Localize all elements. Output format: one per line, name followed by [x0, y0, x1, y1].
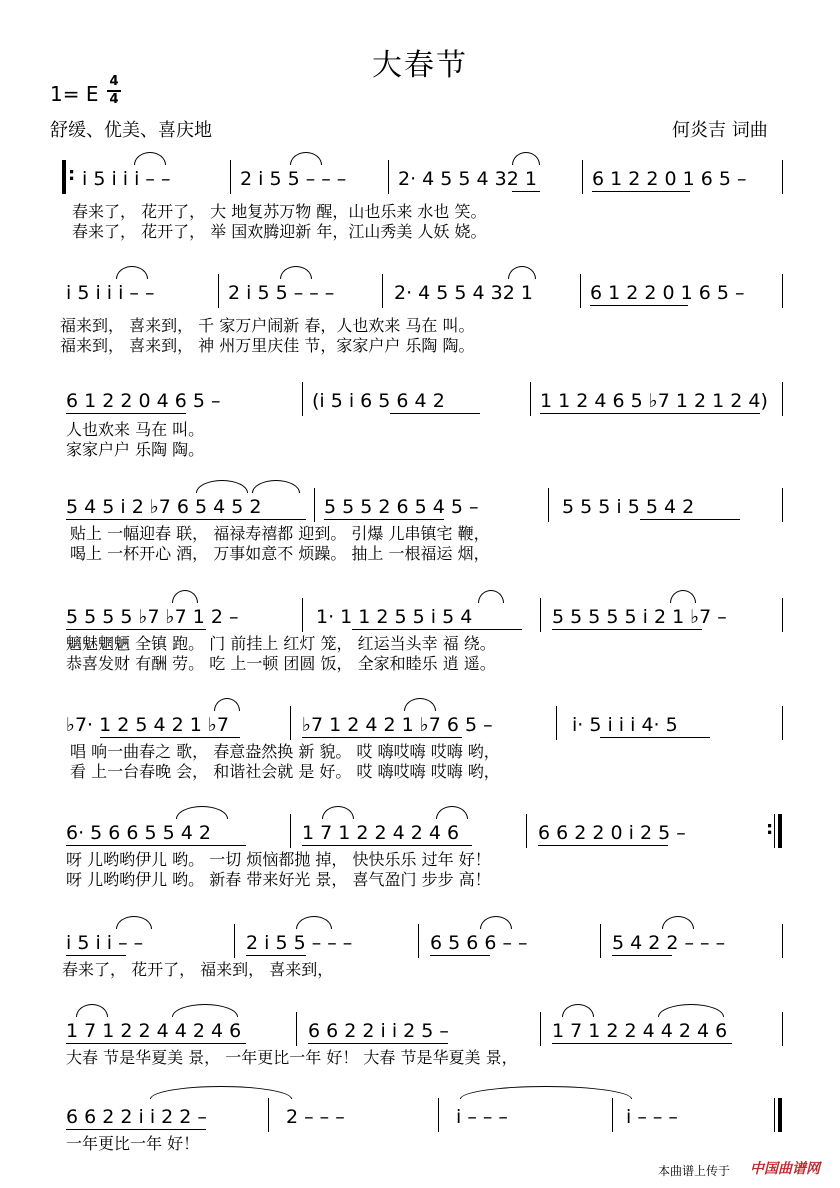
lyric-line: 福来到， 喜来到， 神 州万里庆佳 节，家家户户 乐陶 陶。	[60, 336, 475, 355]
measure: 5 5 5 5 5 i 2 1 ♭7 –	[552, 606, 727, 628]
measure: i 5 i i i – –	[82, 168, 171, 190]
measure: 5 5 5 2 6 5 4 5 –	[324, 496, 479, 518]
measure: i – – –	[626, 1106, 678, 1128]
measure: 1 7 1 2 2 4 4 2 4 6	[66, 1020, 242, 1042]
lyric-line: 呀 儿哟哟伊儿 哟。 一切 烦恼都抛 掉， 快快乐乐 过年 好！	[66, 850, 491, 869]
measure: 5 4 2 2 – – –	[612, 932, 726, 954]
measure: ♭7 1 2 4 2 1 ♭7 6 5 –	[302, 714, 493, 736]
measure: 5 5 5 5 ♭7 ♭7 1 2 –	[66, 606, 239, 628]
measure: i – – –	[456, 1106, 508, 1128]
measure: 6 1 2 2 0 4 6 5 –	[66, 390, 221, 412]
measure: 6 6 2 2 0 i 2 5 –	[538, 822, 686, 844]
time-signature	[106, 74, 122, 108]
measure: 2 i 5 5 – – –	[246, 932, 353, 954]
key-signature: 1= E	[50, 82, 99, 106]
time-sig-bottom: 4	[109, 92, 119, 107]
measure: 6 5 6 6 – –	[430, 932, 528, 954]
measure: 2 i 5 5 – – –	[228, 282, 335, 304]
lyric-line: 春来了， 花开了， 大 地复苏万物 醒，山也乐来 水也 笑。	[72, 202, 487, 221]
measure: ♭7· 1 2 5 4 2 1 ♭7	[66, 714, 229, 736]
measure: 1 7 1 2 2 4 2 4 6	[302, 822, 460, 844]
lyric-line: 春来了， 花开了， 举 国欢腾迎新 年，江山秀美 人妖 娆。	[72, 222, 487, 241]
lyric-line: 呀 儿哟哟伊儿 哟。 新春 带来好光 景， 喜气盈门 步步 高！	[66, 870, 491, 889]
lyric-line: 贴上 一幅迎春 联， 福禄寿禧都 迎到。 引爆 儿串镇宅 鞭，	[70, 524, 490, 543]
measure: i 5 i i – –	[66, 932, 144, 954]
measure: i· 5 i i i 4· 5	[572, 714, 678, 736]
measure: 1 7 1 2 2 4 4 2 4 6	[552, 1020, 728, 1042]
measure: 5 4 5 i 2 ♭7 6 5 4 5 2	[66, 496, 262, 518]
measure: 1· 1 1 2 5 5 i 5 4	[316, 606, 473, 628]
lyric-line: 喝上 一杯开心 酒， 万事如意不 烦躁。 抽上 一根福运 烟，	[70, 544, 490, 563]
measure: 6 6 2 2 i i 2 5 –	[308, 1020, 449, 1042]
measure: 6 1 2 2 0 1 6 5 –	[590, 282, 745, 304]
footer-upload-note: 本曲谱上传于	[657, 1164, 730, 1178]
measure: 2 i 5 5 – – –	[240, 168, 347, 190]
lyric-line: 家家户户 乐陶 陶。	[66, 440, 205, 459]
measure: 6 6 2 2 i i 2 2 –	[66, 1106, 207, 1128]
measure: 6 1 2 2 0 1 6 5 –	[592, 168, 747, 190]
lyric-line: 福来到， 喜来到， 千 家万户闹新 春，人也欢来 马在 叫。	[60, 316, 475, 335]
measure: (i 5 i 6 5 6 4 2	[312, 390, 445, 412]
measure: i 5 i i i – –	[66, 282, 155, 304]
measure: 2· 4 5 5 4 32 1	[394, 282, 533, 304]
measure: 6· 5 6 6 5 5 4 2	[66, 822, 212, 844]
lyric-line: 一年更比一年 好！	[66, 1134, 200, 1153]
measure: 5 5 5 i 5 5 4 2	[562, 496, 695, 518]
author-credit: 何炎吉 词曲	[672, 120, 768, 141]
measure: 1 1 2 4 6 5 ♭7 1 2 1 2 4)	[540, 390, 768, 412]
lyric-line: 人也欢来 马在 叫。	[66, 420, 205, 439]
time-sig-top: 4	[109, 74, 119, 89]
lyric-line: 恭喜发财 有酬 劳。 吃 上一顿 团圆 饭， 全家和睦乐 逍 遥。	[66, 654, 496, 673]
song-title: 大春节	[372, 48, 468, 83]
tempo-marking: 舒缓、优美、喜庆地	[50, 120, 212, 141]
lyric-line: 春来了， 花开了， 福来到， 喜来到，	[62, 960, 334, 979]
lyric-line: 大春 节是华夏美 景， 一年更比一年 好！ 大春 节是华夏美 景，	[66, 1048, 518, 1067]
measure: 2 – – –	[286, 1106, 345, 1128]
lyric-line: 看 上一台春晚 会， 和谐社会就 是 好。 哎 嗨哎嗨 哎嗨 哟，	[70, 762, 500, 781]
measure: 2· 4 5 5 4 32 1	[398, 168, 537, 190]
site-logo[interactable]: 中国曲谱网	[750, 1161, 820, 1177]
lyric-line: 唱 响一曲春之 歌， 春意盎然换 新 貌。 哎 嗨哎嗨 哎嗨 哟，	[70, 742, 500, 761]
lyric-line: 魑魅魍魉 全镇 跑。 门 前挂上 红灯 笼， 红运当头幸 福 绕。	[66, 634, 496, 653]
